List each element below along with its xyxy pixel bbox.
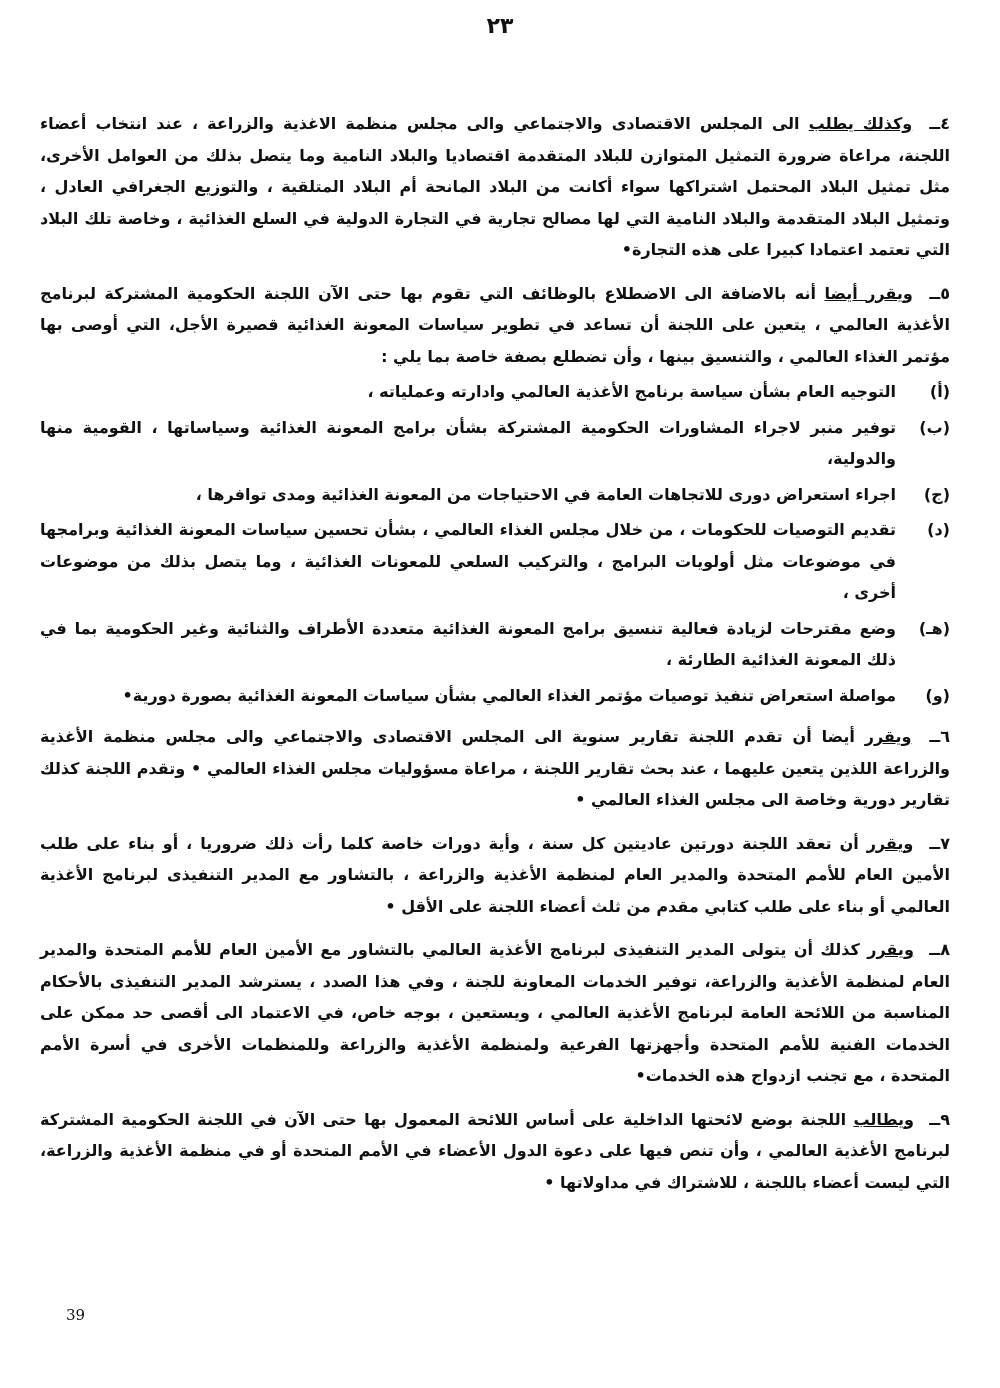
paragraph-text: أيضا أن تقدم اللجنة تقارير سنوية الى المجلس الاقتصادى والاجتماعي والى مجلس منظمة الأغذية والزراعة اللذين يتعين عليهما ، عند بحث تقارير اللجنة ، مراعاة مسؤوليات مجلس الغذاء العالمي • وتقدم اللجنة كذلك تقارير دورية وخاصة الى مجلس الغذاء العالمي • (40, 727, 950, 809)
item-label: (و) (925, 685, 950, 705)
item-text: التوجيه العام بشأن سياسة برنامج الأغذية العالمي وادارته وعملياته ، (367, 382, 896, 401)
paragraph-text: أن تعقد اللجنة دورتين عاديتين كل سنة ، وأية دورات خاصة كلما رأت ذلك ضروريا ، أو بناء على طلب الأمين العام للأمم المتحدة والمدير العام لمنظمة الأغذية والزراعة ، بالتشاور مع المدير التنفيذى لبرنامج الأغذية العالمي أو بناء على طلب كتابي مقدم من ثلث أعضاء اللجنة على الأقل • (40, 833, 950, 916)
item-text: اجراء استعراض دورى للاتجاهات العامة في الاحتياجات من المعونة الغذائية ومدى توافرها ، (195, 484, 896, 504)
item-text: توفير منبر لاجراء المشاورات الحكومية المشتركة بشأن برامج المعونة الغذائية وسياساتها ، القومية منها والدولية، (40, 417, 896, 468)
paragraph-lead: ويقرر (866, 833, 914, 853)
paragraph-text: أنه بالاضافة الى الاضطلاع بالوظائف التي تقوم بها حتى الآن اللجنة الحكومية المشتركة لبرنامج الأغذية العالمي ، يتعين على اللجنة أن تساعد في تطوير سياسات المعونة الغذائية قصيرة الأجل، التي أوصى بها مؤتمر الغذاء العالمي ، والتنسيق بينها ، وأن تضطلع بصفة خاصة بما يلي : (40, 283, 950, 366)
item-label: (هـ) (918, 618, 950, 638)
item-label: (د) (927, 520, 950, 539)
paragraph-5-items (40, 376, 950, 711)
paragraph-number: ٨ــ (929, 940, 950, 959)
paragraph-lead: ويقرر (864, 727, 912, 746)
list-item (40, 613, 950, 676)
item-label: (أ) (929, 382, 950, 401)
paragraph-6 (40, 721, 950, 816)
list-item (40, 479, 950, 511)
paragraph-number: ٦ــ (929, 727, 951, 746)
paragraph-lead: وكذلك يطلب (808, 114, 913, 133)
paragraph-5 (40, 278, 950, 373)
item-text: وضع مقترحات لزيادة فعالية تنسيق برامج المعونة الغذائية متعددة الأطراف والثنائية وغير الحكومية بما في ذلك المعونة الغذائية الطارئة ، (40, 618, 896, 669)
paragraph-lead: ويطالب (853, 1109, 914, 1129)
list-item (40, 412, 950, 475)
list-item (40, 376, 950, 408)
document-body (40, 108, 950, 1210)
paragraph-number: ٤ــ (929, 114, 951, 133)
paragraph-number: ٧ــ (929, 833, 951, 853)
paragraph-lead: ويقرر أيضا (824, 283, 913, 303)
paragraph-9 (40, 1104, 950, 1199)
paragraph-text: الى المجلس الاقتصادى والاجتماعي والى مجلس منظمة الاغذية والزراعة ، عند انتخاب أعضاء اللجنة، مراعاة ضرورة التمثيل المتوازن للبلاد المتقدمة اقتصاديا والبلاد النامية وما يتصل بذلك من العوامل الأخرى، مثل تمثيل البلاد المحتمل اشتراكها سواء أكانت من البلاد المانحة أم البلاد المتلقية ، والتوزيع الجغرافي العادل ، وتمثيل البلاد المتقدمة والبلاد النامية التي لها مصالح تجارية في التجارة الدولية في السلع الغذائية ، وخاصة تلك البلاد التي تعتمد اعتمادا كبيرا على هذه التجارة• (40, 114, 950, 259)
paragraph-text: اللجنة بوضع لائحتها الداخلية على أساس اللائحة المعمول بها حتى الآن في اللجنة الحكومية المشتركة لبرنامج الأغذية العالمي ، وأن تنص فيها على دعوة الدول الأعضاء في الأمم المتحدة أو في منظمة الأغذية والزراعة، التي ليست أعضاء باللجنة ، للاشتراك في مداولاتها • (40, 1109, 950, 1192)
paragraph-7 (40, 828, 950, 923)
paragraph-8 (40, 934, 950, 1092)
item-text: مواصلة استعراض تنفيذ توصيات مؤتمر الغذاء العالمي بشأن سياسات المعونة الغذائية بصورة دورية• (122, 685, 896, 705)
paragraph-4 (40, 108, 950, 266)
paragraph-text: كذلك أن يتولى المدير التنفيذى لبرنامج الأغذية العالمي بالتشاور مع الأمين العام للأمم المتحدة والمدير العام لمنظمة الأغذية والزراعة، توفير الخدمات المعاونة للجنة ، وفي هذا الصدد ، يسترشد المدير التنفيذى بالأحكام المناسبة من اللائحة العامة لبرنامج الأغذية العالمي ، ويستعين ، بوجه خاص، في الاعتماد الى أقصى حد ممكن على الخدمات الفنية للأمم المتحدة وأجهزتها الفرعية ولمنظمة الأغذية والزراعة وللمنظمات الأخرى في أسرة الأمم المتحدة ، مع تجنب ازدواج هذه الخدمات• (40, 940, 950, 1085)
list-item (40, 514, 950, 609)
list-item (40, 680, 950, 712)
paragraph-lead: ويقرر (867, 940, 914, 959)
item-text: تقديم التوصيات للحكومات ، من خلال مجلس الغذاء العالمي ، بشأن تحسين سياسات المعونة الغذائية وبرامجها في موضوعات مثل أولويات البرامج ، والتركيب السلعي للمعونات الغذائية ، وما يتصل بذلك من موضوعات أخرى ، (40, 520, 896, 602)
paragraph-number: ٥ــ (929, 283, 951, 303)
item-label: (ب) (919, 417, 950, 437)
paragraph-number: ٩ــ (929, 1109, 950, 1129)
footer-page-number: 39 (66, 1306, 86, 1324)
item-label: (ج) (923, 484, 950, 504)
page-number-arabic: ٢٣ (486, 14, 514, 39)
